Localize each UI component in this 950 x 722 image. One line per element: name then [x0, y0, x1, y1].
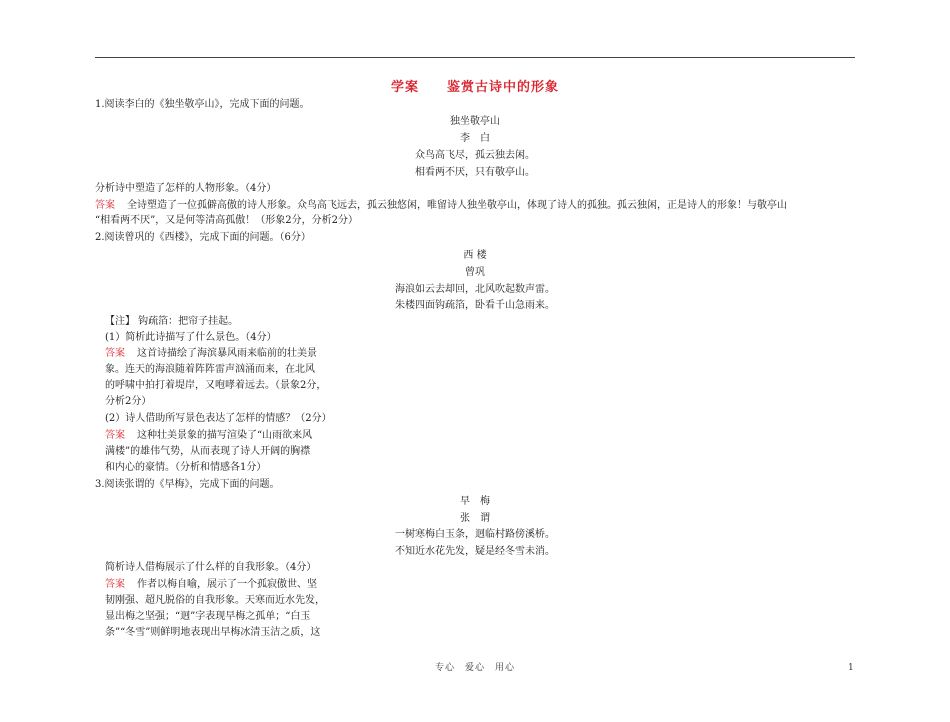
q2-poem-line: 朱楼四面钩疏箔，卧看千山急雨来。 — [395, 300, 555, 311]
q2-sub1-question: (1）简析此诗描写了什么景色。（4分） — [105, 332, 277, 343]
q1-answer-text: 全诗塑造了一位孤僻高傲的诗人形象。众鸟高飞远去，孤云独悠闲，唯留诗人独坐敬亭山，体现了诗人的孤独。孤云独闲，正是诗人的形象！与敬亭山 — [127, 200, 787, 211]
q3-poem-line: 一树寒梅白玉条，迥临村路傍溪桥。 — [395, 529, 555, 540]
q2-sub2-answer-line: 和内心的豪情。（分析和情感各1分） — [105, 462, 267, 473]
page-number: 1 — [848, 663, 854, 673]
q3-question: 简析诗人借梅展示了什么样的自我形象。（4分） — [105, 562, 317, 573]
q3-answer-line: 显出梅之坚强；“迥”字表现早梅之孤单；“白玉 — [105, 611, 311, 622]
q2-sub2-question: (2）诗人借助所写景色表达了怎样的情感？（2分） — [105, 413, 332, 424]
q1-prompt: 1.阅读李白的《独坐敬亭山》，完成下面的问题。 — [95, 99, 310, 110]
q2-poem-author: 曾巩 — [465, 267, 485, 278]
q2-poem-title: 西 楼 — [463, 250, 487, 261]
q3-poem-line: 不知近水花先发，疑是经冬雪未消。 — [395, 546, 555, 557]
q3-answer-line: 韧刚强、超凡脱俗的自我形象。天寒而近水先发， — [105, 595, 325, 606]
q1-poem-line: 相看两不厌，只有敬亭山。 — [415, 167, 535, 178]
q1-poem-line: 众鸟高飞尽，孤云独去闲。 — [415, 150, 535, 161]
q2-sub1-answer-line: 分析2分） — [105, 396, 152, 407]
q2-sub1-answer-line: 象。连天的海浪随着阵阵雷声汹涌而来，在北风 — [105, 364, 315, 375]
q3-answer-text: 作者以梅自喻，展示了一个孤寂傲世、坚 — [137, 579, 317, 590]
q2-sub2-answer-text: 这种壮美景象的描写渲染了“山雨欲来风 — [137, 430, 313, 441]
answer-label: 答案 — [95, 200, 115, 211]
q2-sub1-answer-line: 的呼啸中拍打着堤岸，又咆哮着远去。（景象2分， — [105, 380, 327, 391]
page-footer: 专心 爱心 用心 — [434, 663, 515, 673]
q3-answer-line: 条”“冬雪”则鲜明地表现出早梅冰清玉洁之质，这 — [105, 627, 321, 638]
answer-label: 答案 — [105, 430, 125, 441]
q2-sub1-answer-text: 这首诗描绘了海滨暴风雨来临前的壮美景 — [137, 348, 317, 359]
header-rule — [95, 57, 855, 58]
q1-answer-line — [95, 198, 787, 213]
q1-poem-author: 李 白 — [460, 133, 490, 144]
q2-sub1-answer-line — [105, 346, 317, 361]
q3-answer-line — [105, 577, 317, 592]
q2-prompt: 2.阅读曾巩的《西楼》，完成下面的问题。（6分） — [95, 232, 311, 243]
page-title: 学案 鉴赏古诗中的形象 — [390, 80, 559, 95]
q1-question: 分析诗中塑造了怎样的人物形象。（4分） — [95, 183, 277, 194]
q3-poem-author: 张 谓 — [460, 513, 490, 524]
q2-sub2-answer-line — [105, 428, 312, 443]
q3-prompt: 3.阅读张谓的《早梅》，完成下面的问题。 — [95, 479, 280, 490]
q3-poem-title: 早 梅 — [460, 496, 490, 507]
q2-note: 【注】 钩疏箔：把帘子挂起。 — [105, 316, 239, 327]
q2-poem-line: 海浪如云去却回，北风吹起数声雷。 — [395, 284, 555, 295]
q1-answer-line: “相看两不厌”，又是何等清高孤傲！（形象2分，分析2分） — [95, 215, 358, 226]
answer-label: 答案 — [105, 579, 125, 590]
q2-sub2-answer-line: 满楼”的雄伟气势，从而表现了诗人开阔的胸襟 — [105, 446, 311, 457]
answer-label: 答案 — [105, 348, 125, 359]
q1-poem-title: 独坐敬亭山 — [450, 116, 500, 127]
